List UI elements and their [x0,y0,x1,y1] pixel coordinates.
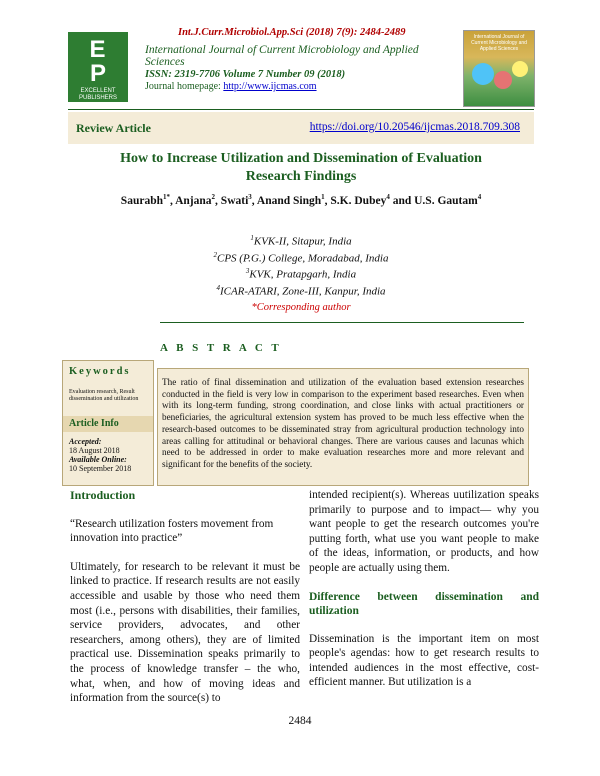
affiliation: $^1$KVK-II, Sitapur, India [250,234,352,248]
homepage-label: Journal homepage: [145,81,224,92]
body-paragraph: Dissemination is the important item on most people's agendas: how to get research results to intended audiences in the most effective, cost-efficient manner. But utilization is a [309,632,539,689]
keywords-sidebar [62,360,154,486]
title-line-1: How to Increase Utilization and Dissemination of Evaluation [120,151,482,166]
article-type: Review Article [76,121,151,135]
issn-line: ISSN: 2319-7706 Volume 7 Number 09 (2018) [145,69,346,80]
homepage-link[interactable]: http://www.ijcmas.com [223,81,317,92]
cover-decoration [472,63,494,85]
author: Swati$^3$ [220,193,252,207]
author: S.K. Dubey$^4$ [330,193,390,207]
abstract-divider [160,322,524,323]
available-label: Available Online: [69,455,127,464]
journal-name: International Journal of Current Microbiology and Applied Sciences [145,44,419,68]
affiliation: $^3$KVK, Pratapgarh, India [245,267,357,281]
logo-letter-p: P [89,60,106,87]
article-info [69,437,153,473]
header-divider [68,109,534,110]
page-number: 2484 [288,715,312,727]
author: Anand Singh$^1$ [256,193,325,207]
logo-text: EXCELLENT PUBLISHERS [78,88,117,101]
keywords-heading: Keywords [69,366,131,377]
abstract-heading: A B S T R A C T [160,342,282,354]
cover-decoration [512,61,528,77]
logo-letter-e: E [89,36,107,63]
author: Anjana$^2$ [175,193,216,207]
affiliation: $^2$CPS (P.G.) College, Moradabad, India [213,250,389,265]
article-title [68,150,534,186]
abstract-box [157,368,529,486]
abstract-text: The ratio of final dissemination and utilization of the evaluation based extension researches conducted in the field is very low in comparison to the experiment based researches. Even when with its long-term funding, strong coordination, and close links with actual practitioners or beneficiaries, the agricultural extension system has proved to be much less effective when the research-based outcomes to be disseminated stray from agricultural production technology into areas calling for attitudinal or behavioral changes. There are various causes and lacunas which need to be addressed in order to make evaluation researches more and more relevant and significant for the benefits of the society. [162,377,524,469]
intro-quote: “Research utilization fosters movement from innovation into practice” [70,517,274,545]
article-info-heading: Article Info [63,416,153,432]
author: U.S. Gautam$^4$ [414,193,482,207]
body-column-left [70,488,300,720]
body-paragraph: intended recipient(s). Whereas uutilization speaks primarily to purpose and to impact— why you want people to get the research outcomes you're putting forth, what use you want people to make of the ideas, information, or products, and how people are actually using them. [309,489,539,574]
available-date: 10 September 2018 [69,464,132,473]
journal-info [145,44,455,92]
doi-link[interactable]: https://doi.org/10.20546/ijcmas.2018.709.308 [309,121,520,133]
title-line-2: Research Findings [245,169,357,184]
introduction-heading: Introduction [70,488,136,502]
corresponding-author: *Corresponding author [251,302,351,313]
author: Saurabh$^{1*}$ [120,193,170,207]
difference-heading: Difference between dissemination and utilization [309,590,539,617]
author-list: Saurabh$^{1*}$, Anjana$^2$, Swati$^3$, Anand Singh$^1$, S.K. Dubey$^4$ and U.S. Gautam$^4$ [120,193,482,207]
cover-title: International Journal of Current Microbiology and Applied Sciences [471,34,527,52]
journal-cover-image [463,30,535,107]
body-column-right [309,488,539,704]
keywords-text: Evaluation research, Result dissemination and utilization [69,389,139,402]
body-paragraph: Ultimately, for research to be relevant it must be linked to practice. If research results are not easily accessible and usable by those who need them most (i.e., persons with disabilities, their families, service providers, advocates, and other researchers, among others), they are of limited practical use. Dissemination speaks primarily to the process of knowledge transfer – the who, what, when, and how of moving ideas and information from the source(s) to [70,560,300,705]
accepted-label: Accepted: [69,437,102,446]
cover-decoration [494,71,512,89]
affiliation: $^4$ICAR-ATARI, Zone-III, Kanpur, India [216,283,386,298]
journal-citation: Int.J.Curr.Microbiol.App.Sci (2018) 7(9): 2484-2489 [178,27,406,38]
journal-homepage [145,81,455,92]
accepted-date: 18 August 2018 [69,446,120,455]
publisher-logo [68,32,128,102]
affiliation-list [68,232,534,299]
